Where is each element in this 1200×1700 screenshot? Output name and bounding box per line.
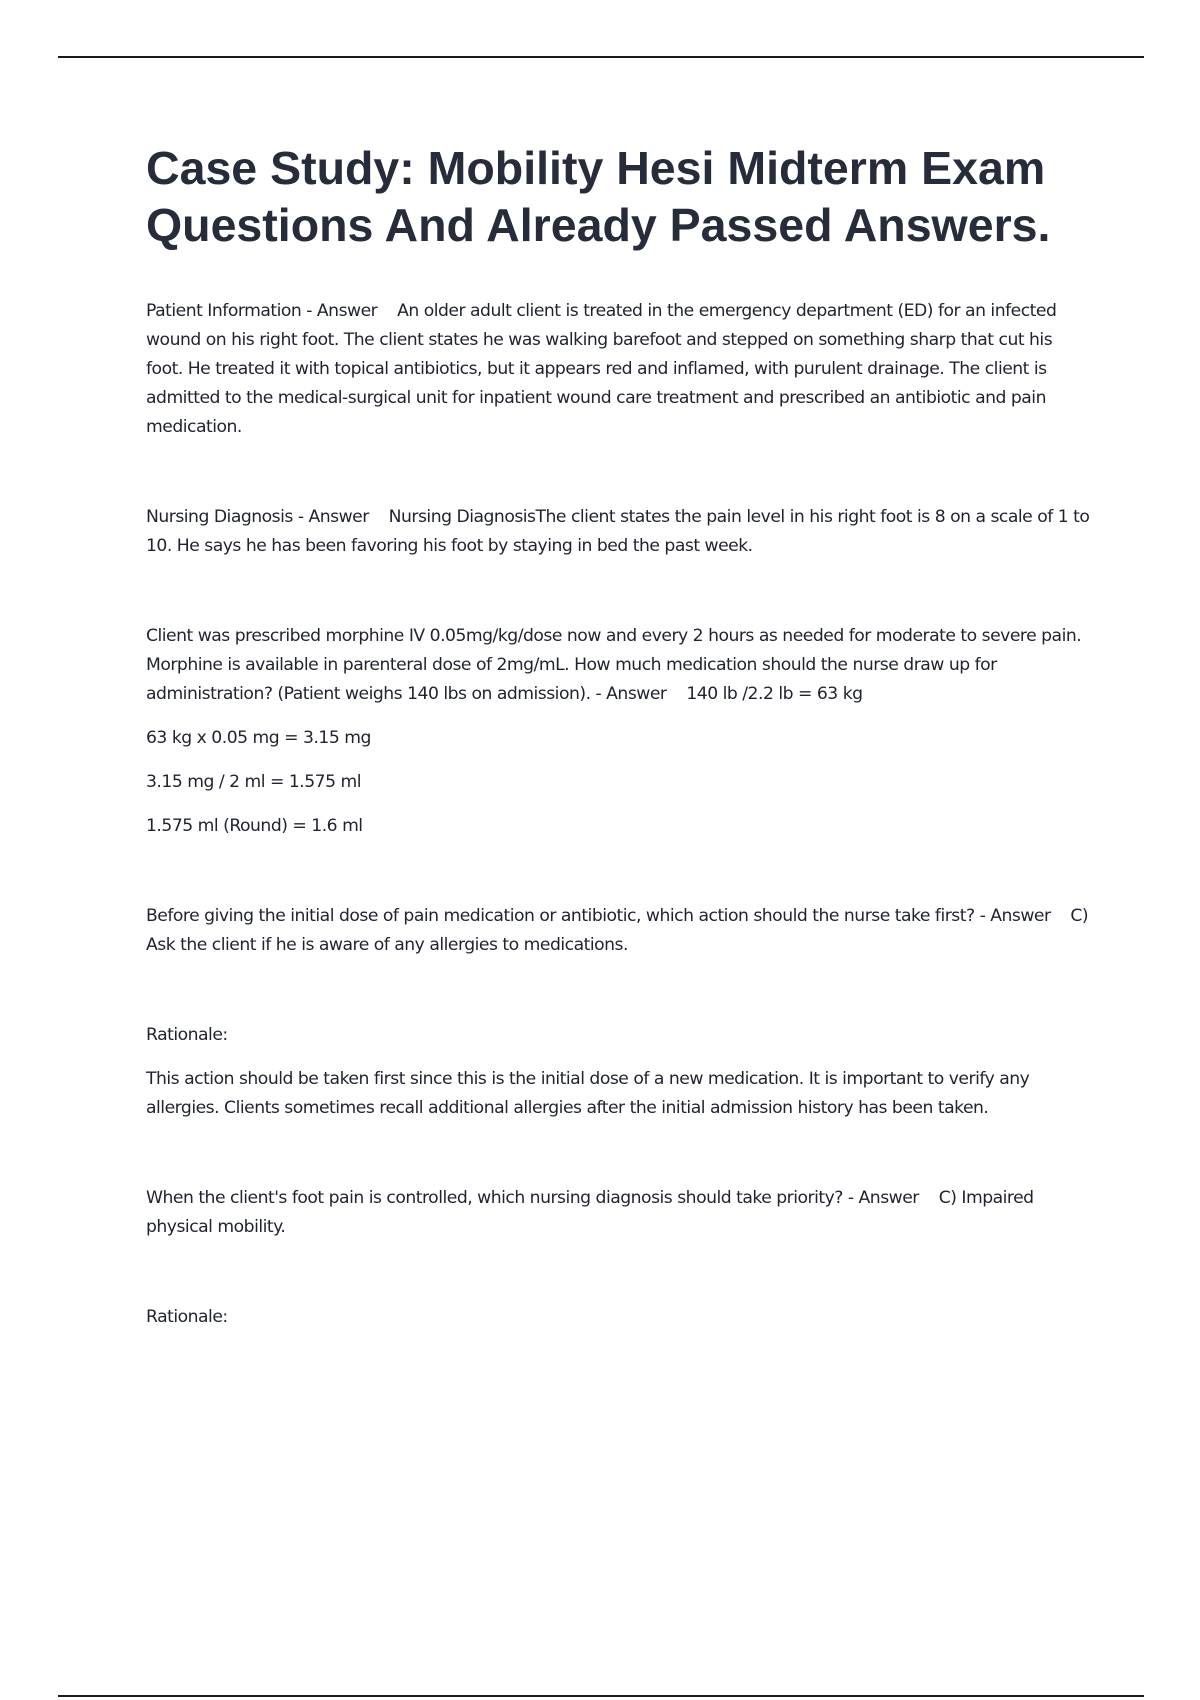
calc-line: 3.15 mg / 2 ml = 1.575 ml <box>146 772 362 792</box>
qa-morphine-dose <box>146 622 1090 709</box>
qa-first-action <box>146 902 1090 960</box>
qa-patient-information <box>146 297 1090 442</box>
question-text: Client was prescribed morphine IV 0.05mg/kg/dose now and every 2 hours as needed for moderate to severe pain. Morphine is available in parenteral dose of 2mg/mL. How much medication should the nurse draw up for administration? (Patient weighs 140 lbs on admission). - Answer <box>146 626 1082 704</box>
answer-text: An older adult client is treated in the emergency department (ED) for an infected wound on his right foot. The client states he was walking barefoot and stepped on something sharp that cut his foot. He treated it with topical antibiotics, but it appears red and inflamed, with purulent drainage. The client is admitted to the medical-surgical unit for inpatient wound care treatment and prescribed an antibiotic and pain medication. <box>146 301 1057 437</box>
qa-nursing-diagnosis <box>146 503 1090 561</box>
answer-text: 140 lb /2.2 lb = 63 kg <box>686 684 863 704</box>
calc-line: 1.575 ml (Round) = 1.6 ml <box>146 816 363 836</box>
answer-text: C) Impaired physical mobility. <box>146 1188 1034 1237</box>
question-text: When the client's foot pain is controlled, which nursing diagnosis should take priority? - Answer <box>146 1188 919 1208</box>
answer-text: Nursing DiagnosisThe client states the pain level in his right foot is 8 on a scale of 1 to 10. He says he has been favoring his foot by staying in bed the past week. <box>146 507 1090 556</box>
question-text: Before giving the initial dose of pain medication or antibiotic, which action should the nurse take first? - Answer <box>146 906 1051 926</box>
question-text: Nursing Diagnosis - Answer <box>146 507 369 527</box>
document-title: Case Study: Mobility Hesi Midterm Exam Questions And Already Passed Answers. <box>146 142 1051 251</box>
rationale-label: Rationale: <box>146 1025 228 1045</box>
rationale-label: Rationale: <box>146 1307 228 1327</box>
bottom-rule <box>58 1695 1144 1697</box>
qa-priority-diagnosis <box>146 1184 1090 1242</box>
calc-line: 63 kg x 0.05 mg = 3.15 mg <box>146 728 371 748</box>
rationale-text: This action should be taken first since this is the initial dose of a new medication. It is important to verify any allergies. Clients sometimes recall additional allergies after the initial admission history has been taken. <box>146 1069 1030 1118</box>
top-rule <box>58 56 1144 58</box>
document-body <box>146 140 1090 1332</box>
question-text: Patient Information - Answer <box>146 301 378 321</box>
answer-text: C) Ask the client if he is aware of any allergies to medications. <box>146 906 1089 955</box>
